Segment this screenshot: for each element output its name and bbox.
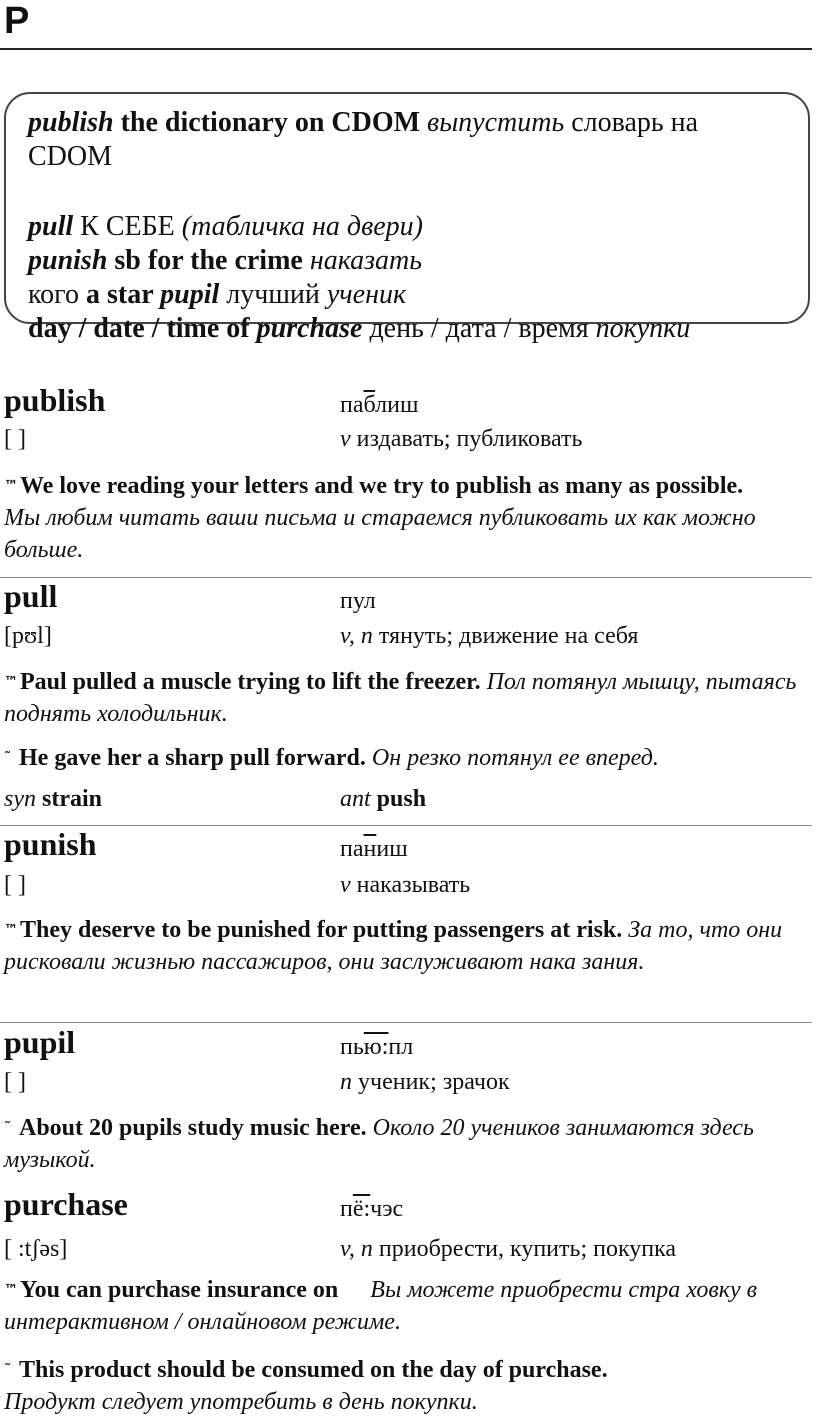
example-marker-icon: ™ <box>4 1282 18 1298</box>
phrase-keyword: pupil <box>160 279 220 310</box>
phrase-translation: ученик <box>326 279 407 310</box>
example-sentence <box>4 1274 810 1338</box>
meaning-text: приобрести, купить; покупка <box>372 1236 677 1262</box>
entry-headword: pull <box>4 578 58 614</box>
phrase-line-2: CDOM <box>28 141 113 172</box>
phrase-translation: лучший <box>219 279 327 310</box>
example-english: This product should be consumed on the day of purchase. <box>19 1357 608 1383</box>
phrase-text: кого <box>28 279 86 310</box>
entry-divider <box>0 1022 812 1023</box>
phrase-translation: наказать <box>309 245 423 276</box>
phrase-line-3 <box>28 210 423 244</box>
part-of-speech: v, n <box>340 1236 373 1262</box>
entry-meaning <box>340 1236 676 1263</box>
example-sentence <box>4 742 810 774</box>
meaning-text: тянуть; движение на себя <box>372 623 639 649</box>
header-rule <box>0 48 812 50</box>
ipa-transcription: [ ] <box>4 872 26 898</box>
entry-divider <box>0 577 812 578</box>
example-english: We love reading your letters and we try to publish as many as possible. <box>20 473 744 499</box>
example-english: About 20 pupils study music here. <box>19 1115 367 1141</box>
example-marker-icon: ™ <box>4 674 18 690</box>
example-sentence <box>4 914 810 978</box>
russian-pronunciation <box>340 1034 413 1061</box>
example-marker-icon: ˜ <box>4 1120 11 1136</box>
meaning-text: ученик; зрачок <box>352 1069 510 1095</box>
example-russian: Он резко потянул ее вперед. <box>365 745 659 771</box>
pron-part: чэс <box>370 1196 404 1222</box>
meaning-text: издавать; публиковать <box>350 426 583 452</box>
entry-meaning <box>340 872 470 899</box>
example-russian: За то, что они рисковали жизнью пассажиров, они заслуживают нака зания. <box>4 917 783 975</box>
pron-part: лиш <box>375 392 419 418</box>
example-sentence <box>4 666 810 730</box>
example-russian: Вы можете приобрести стра ховку в интерактивном / онлайновом режиме. <box>4 1277 758 1335</box>
example-sentence <box>4 1112 810 1176</box>
phrase-translation: покупки <box>595 313 691 344</box>
entry-headword: punish <box>4 826 97 862</box>
phrase-translation: выпустить <box>427 107 565 138</box>
entry-headword: pupil <box>4 1024 76 1060</box>
syn-word: strain <box>36 786 102 812</box>
phrase-text: К СЕБЕ <box>73 211 182 242</box>
pron-part: пь <box>340 1034 364 1060</box>
example-russian: Мы любим читать ваши письма и стараемся публиковать их как можно больше. <box>4 505 756 563</box>
entry-headword: publish <box>4 382 106 418</box>
phrase-line-6 <box>28 312 690 346</box>
russian-pronunciation: пул <box>340 588 376 614</box>
part-of-speech: v <box>340 872 351 898</box>
example-marker-icon: ˜ <box>4 750 11 766</box>
ant-label: ant <box>340 786 371 812</box>
pron-part: па <box>340 836 364 862</box>
example-marker-icon: ™ <box>4 478 18 494</box>
ipa-transcription: [ ] <box>4 426 26 452</box>
part-of-speech: v <box>340 426 351 452</box>
russian-pronunciation <box>340 836 408 863</box>
example-sentence <box>4 1354 810 1418</box>
example-russian: Около 20 учеников занимаются здесь музыкой. <box>4 1115 754 1173</box>
entry-meaning <box>340 426 582 453</box>
pron-stressed: н <box>363 836 377 862</box>
phrase-translation: (табличка на двери) <box>181 211 423 242</box>
meaning-text: наказывать <box>350 872 471 898</box>
phrase-line-1 <box>28 106 698 140</box>
example-english: Paul pulled a muscle trying to lift the freezer. <box>20 669 481 695</box>
russian-pronunciation <box>340 1196 403 1223</box>
example-english: They deserve to be punished for putting passengers at risk. <box>20 917 623 943</box>
pron-part: п <box>340 1196 353 1222</box>
synonym <box>4 786 102 813</box>
ipa-transcription: [pʊl] <box>4 623 52 649</box>
example-english: He gave her a sharp pull forward. <box>19 745 366 771</box>
example-marker-icon: ™ <box>4 922 18 938</box>
phrase-text: a star <box>85 279 161 310</box>
example-sentence <box>4 470 810 566</box>
antonym <box>340 786 426 813</box>
example-russian: Продукт следует употребить в день покупки. <box>4 1389 478 1415</box>
entry-headword: purchase <box>4 1186 128 1222</box>
phrase-text: day / date / time of <box>28 313 257 344</box>
phrase-keyword: publish <box>28 107 114 138</box>
phrase-translation: день / дата / время <box>362 313 596 344</box>
phrase-line-4 <box>28 244 422 278</box>
pron-part: па <box>340 392 364 418</box>
example-russian: Пол потянул мышцу, пытаясь поднять холодильник. <box>4 669 797 727</box>
phrase-keyword: purchase <box>256 313 363 344</box>
ipa-transcription: [ :tʃəs] <box>4 1236 68 1262</box>
entry-divider <box>0 825 812 826</box>
example-english: You can purchase insurance on <box>20 1277 339 1303</box>
phrase-text: the dictionary on CDOM <box>113 107 428 138</box>
pron-stressed: ё: <box>352 1196 371 1222</box>
part-of-speech: v, n <box>340 623 373 649</box>
syn-label: syn <box>4 786 36 812</box>
ipa-transcription: [ ] <box>4 1069 26 1095</box>
example-marker-icon: ˜ <box>4 1362 11 1378</box>
pron-part: пл <box>388 1034 414 1060</box>
russian-pronunciation <box>340 392 418 419</box>
part-of-speech: n <box>340 1069 352 1095</box>
ant-word: push <box>370 786 427 812</box>
phrase-keyword: punish <box>28 245 108 276</box>
pron-stressed: ю: <box>363 1034 389 1060</box>
pron-part: иш <box>376 836 408 862</box>
page-letter: P <box>4 0 30 42</box>
entry-meaning <box>340 1069 510 1096</box>
phrase-keyword: pull <box>28 211 74 242</box>
phrase-line-5 <box>28 278 406 312</box>
phrase-text: sb for the crime <box>107 245 310 276</box>
pron-stressed: б <box>363 392 376 418</box>
phrase-translation: словарь на <box>564 107 699 138</box>
entry-meaning <box>340 623 638 650</box>
